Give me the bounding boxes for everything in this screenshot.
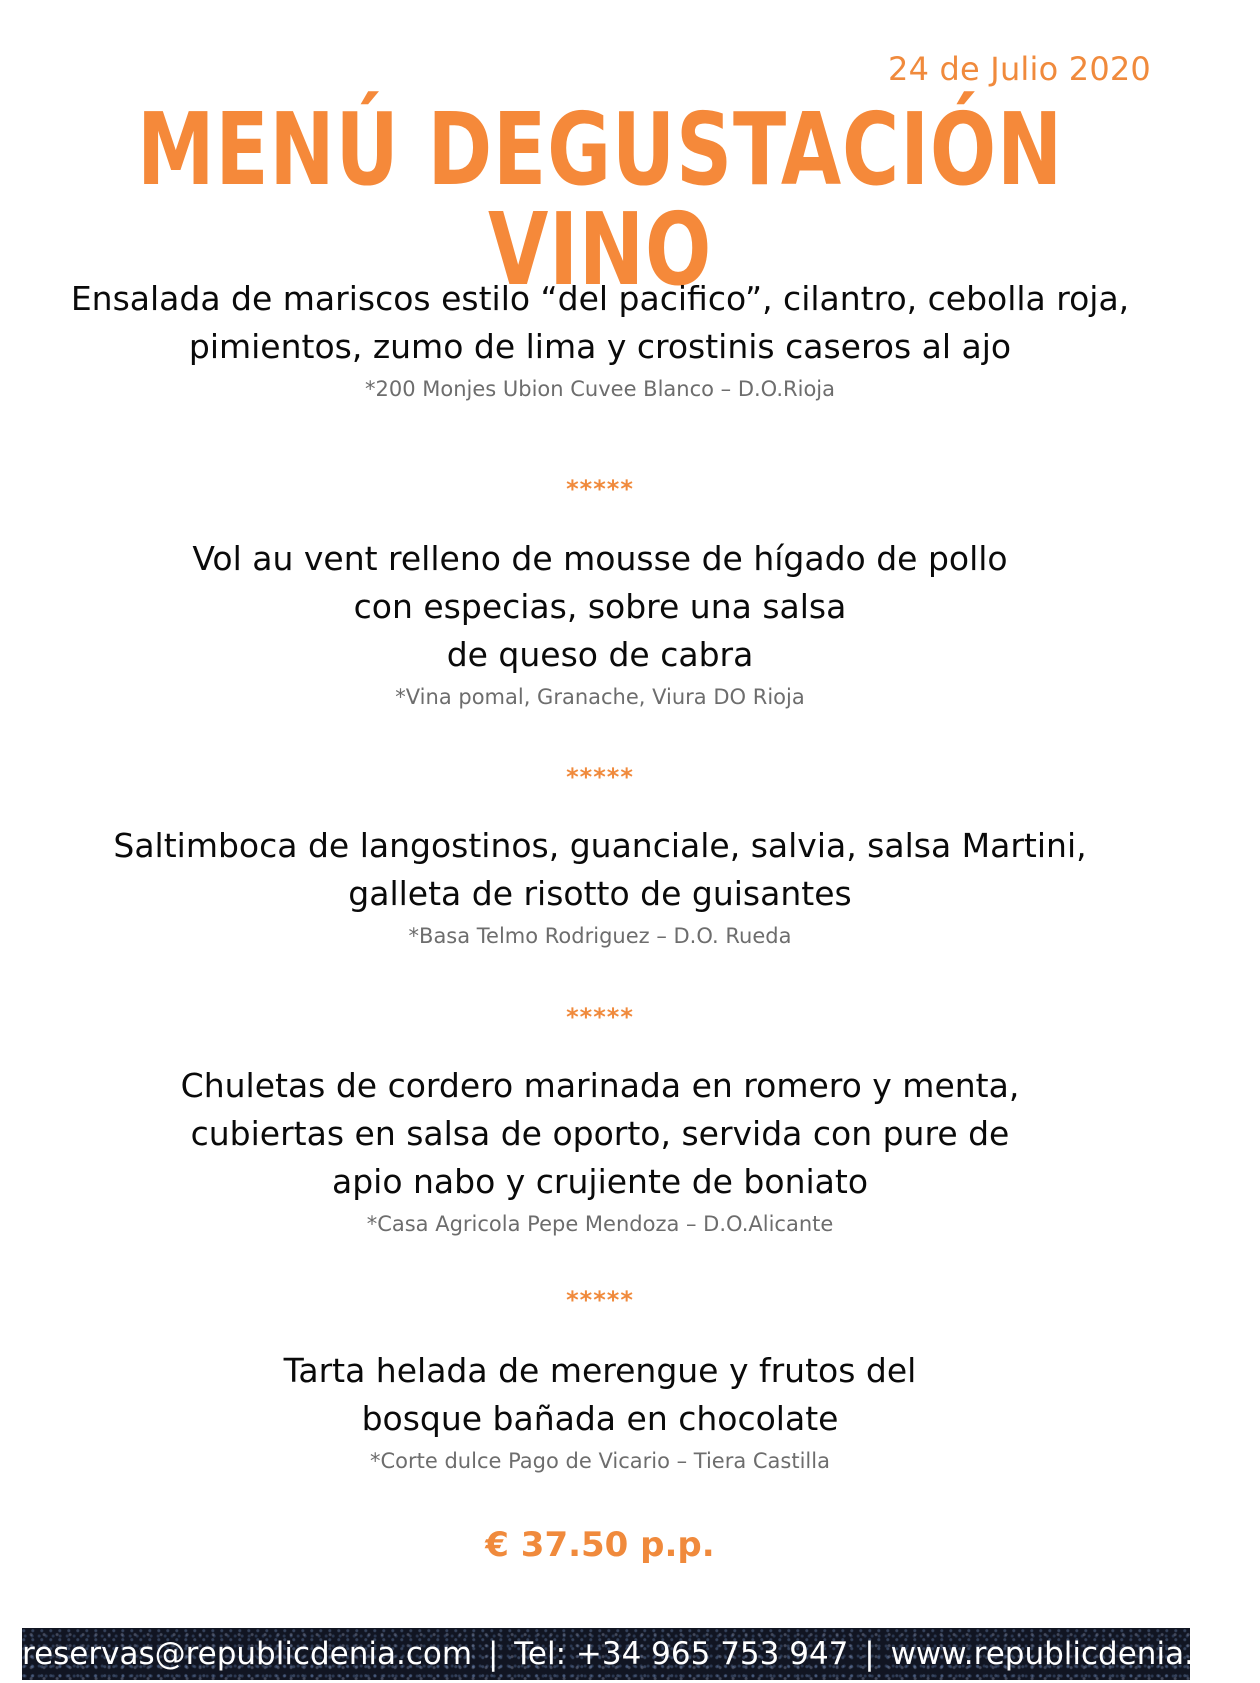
wine-pairing: *Corte dulce Pago de Vicario – Tiera Castilla bbox=[370, 1449, 830, 1473]
dish-line: con especias, sobre una salsa bbox=[353, 587, 847, 626]
wine-pairing: *Basa Telmo Rodriguez – D.O. Rueda bbox=[408, 924, 792, 948]
course-3 bbox=[0, 822, 1200, 950]
dish-line: Saltimboca de langostinos, guanciale, salvia, salsa Martini, bbox=[113, 826, 1087, 865]
dish-line: Vol au vent relleno de mousse de hígado de pollo bbox=[192, 539, 1008, 578]
course-1 bbox=[0, 275, 1200, 403]
contact-footer bbox=[22, 1628, 1260, 1680]
dish-line: cubiertas en salsa de oporto, servida con pure de bbox=[190, 1114, 1010, 1153]
separator-stars: ***** bbox=[566, 763, 634, 791]
dish-line: Chuletas de cordero marinada en romero y menta, bbox=[180, 1066, 1020, 1105]
course-2 bbox=[0, 535, 1200, 711]
dish-description bbox=[0, 275, 1200, 371]
dish-line: bosque bañada en chocolate bbox=[361, 1399, 839, 1438]
footer-website-link[interactable]: www.republicdenia.com bbox=[890, 1636, 1260, 1672]
course-4 bbox=[0, 1062, 1200, 1238]
dish-line: Ensalada de mariscos estilo “del pacifico”, cilantro, cebolla roja, bbox=[70, 279, 1130, 318]
wine-pairing: *Vina pomal, Granache, Viura DO Rioja bbox=[395, 685, 805, 709]
dish-line: Tarta helada de merengue y frutos del bbox=[283, 1351, 917, 1390]
separator-stars: ***** bbox=[566, 1003, 634, 1031]
dish-description bbox=[0, 535, 1200, 679]
dish-line: de queso de cabra bbox=[446, 635, 754, 674]
wine-pairing: *200 Monjes Ubion Cuvee Blanco – D.O.Rioja bbox=[364, 377, 836, 401]
footer-phone[interactable]: Tel: +34 965 753 947 bbox=[514, 1636, 849, 1672]
dish-description bbox=[0, 1347, 1200, 1443]
wine-pairing: *Casa Agricola Pepe Mendoza – D.O.Alicante bbox=[366, 1212, 834, 1236]
menu-title: MENÚ DEGUSTACIÓN VINO bbox=[136, 91, 1064, 308]
course-5 bbox=[0, 1347, 1200, 1475]
dish-line: galleta de risotto de guisantes bbox=[348, 874, 852, 913]
separator-stars: ***** bbox=[566, 475, 634, 503]
dish-line: pimientos, zumo de lima y crostinis caseros al ajo bbox=[188, 327, 1012, 366]
menu-date: 24 de Julio 2020 bbox=[888, 50, 1151, 88]
footer-email-link[interactable]: reservas@republicdenia.com bbox=[22, 1636, 473, 1672]
footer-divider: | bbox=[864, 1636, 875, 1672]
dish-description bbox=[0, 822, 1200, 918]
separator-stars: ***** bbox=[566, 1286, 634, 1314]
menu-price: € 37.50 p.p. bbox=[485, 1525, 715, 1565]
dish-description bbox=[0, 1062, 1200, 1206]
dish-line: apio nabo y crujiente de boniato bbox=[331, 1162, 869, 1201]
footer-divider: | bbox=[487, 1636, 499, 1672]
